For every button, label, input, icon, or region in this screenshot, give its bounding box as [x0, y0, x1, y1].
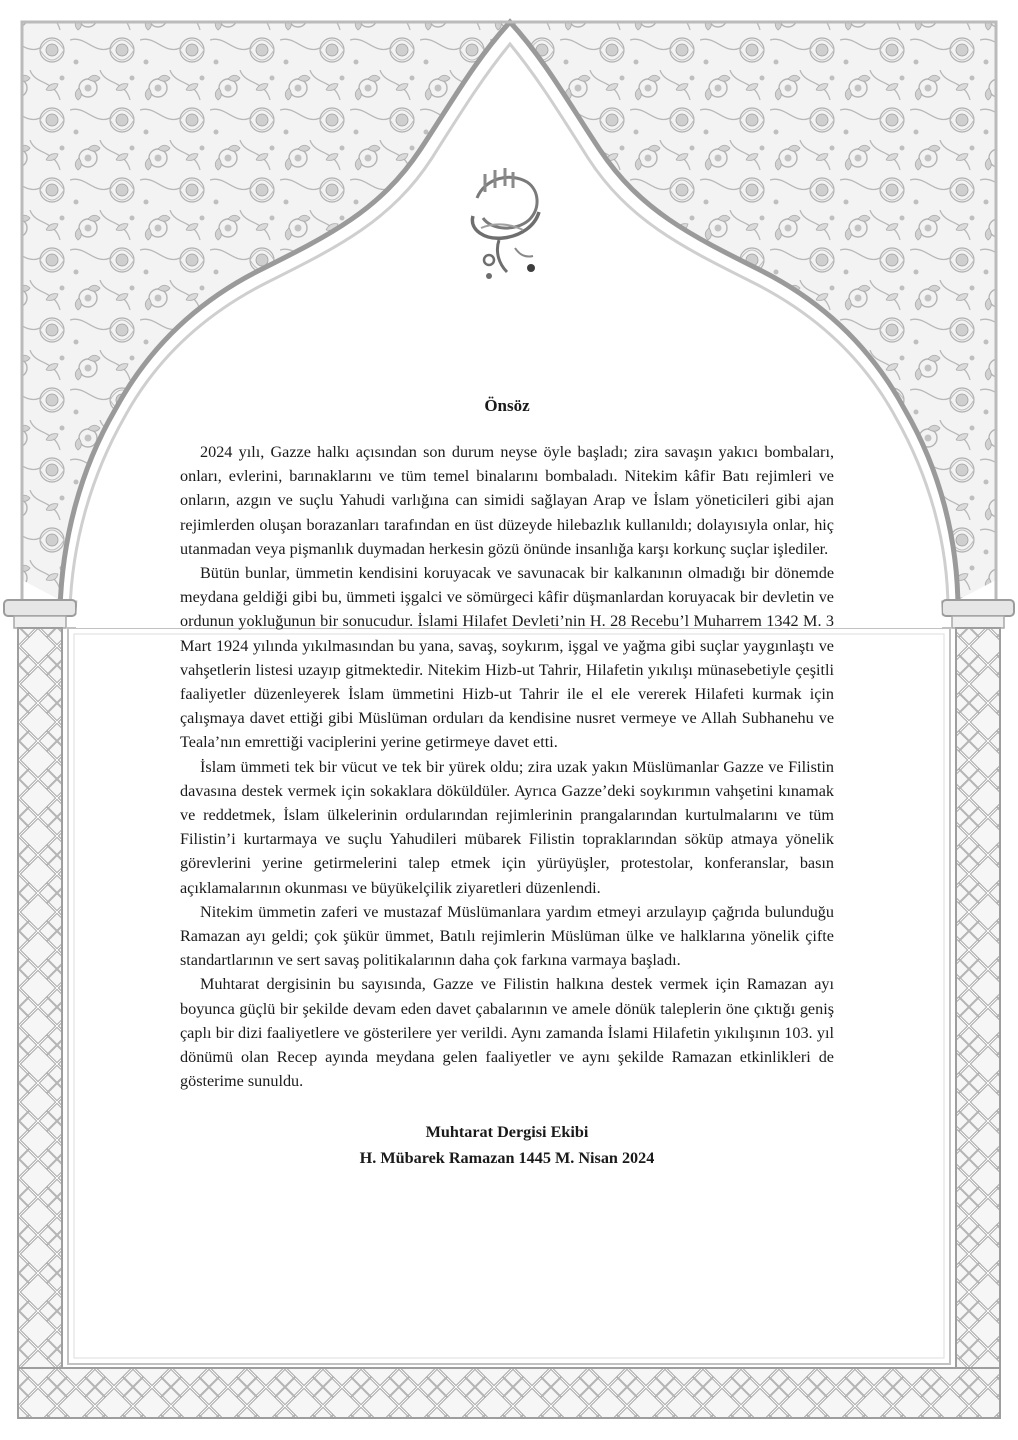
signature-author: Muhtarat Dergisi Ekibi — [425, 1123, 589, 1142]
paragraph-4: Nitekim ümmetin zaferi ve mustazaf Müslümanlara yardım etmeyi arzulayıp çağrıda bulunduğu Ramazan ayı geldi; çok şükür ümmet, Batılı rejimlerin Müslüman ülke ve halklarına yönelik çifte standartlarının ve sert savaş politikalarının daha çok farkına varmaya başladı. — [180, 902, 834, 970]
paragraph-5: Muhtarat dergisinin bu sayısında, Gazze ve Filistin halkına destek vermek için Ramazan ayı boyunca güçlü bir şekilde devam eden davet çabalarının ve amele dönük taleplerin öne çıktığı geniş çaplı bir dizi faaliyetlere ve gösterilere yer verildi. Aynı zamanda İslami Hilafetin yıkılışının 103. yıl dönümü olan Recep ayında meydana gelen faaliyetler ve aynı şekilde Ramazan etkinlikleri de gösterime sunuldu. — [180, 975, 834, 1091]
paragraph-3: İslam ümmeti tek bir vücut ve tek bir yürek oldu; zira uzak yakın Müslümanlar Gazze ve Filistin davasına destek vermek için sokaklara döküldüler. Ayrıca Gazze’deki soykırımın vahşetini kınamak ve reddetmek, İslam ülkelerinin ordularından rejimlerinin prangalarından kurtulmalarını ve tüm Filistin’i kurtarmaya ve suçlu Yahudileri mübarek Filistin topraklarından söküp atmaya yönelik görevlerini yerine getirmelerini talep etmek için yürüyüşler, protestolar, konferanslar, basın açıklamalarının okunması ve büyükelçilik ziyaretleri düzenlendi. — [180, 757, 834, 897]
paragraph-1: 2024 yılı, Gazze halkı açısından son durum neyse öyle başladı; zira savaşın yakıcı bombaları, onları, evlerini, barınaklarını ve tüm temel binalarını bombaladı. Nitekim kâfir Batı rejimleri ve onların, azgın ve suçlu Yahudi varlığına can simidi sağlayan Arap ve İslam yöneticileri gibi ajan rejimlerden oluşan borazanları tarafından en üst düzeyde hilebazlık kullanıldı; dolayısıyla onlar, hiç utanmadan veya pişmanlık duymadan herkesin gözü önünde insanlığa karşı korkunç suçlar işlediler. — [180, 443, 834, 558]
page-title: Önsöz — [484, 396, 530, 415]
signature-date: H. Mübarek Ramazan 1445 M. Nisan 2024 — [359, 1149, 655, 1168]
paragraph-2: Bütün bunlar, ümmetin kendisini koruyacak ve savunacak bir kalkanının olmadığı bir dönemde meydana geldiği gibi bu, ümmeti işgalci ve sömürgeci kâfir düşmanlardan koruyacak bir devletin ve ordunun yokluğunun bir sonucudur. İslami Hilafet Devleti’nin H. 28 Recebu’l Muharrem 1342 M. 3 Mart 1924 yılında yıkılmasından bu yana, savaş, soykırım, işgal ve yağma gibi suçlar yaygınlaştı ve vahşetlerin listesi uzayıp gitmektedir. Nitekim Hizb-ut Tahrir, Hilafetin yıkılışı münasebetiyle çeşitli faaliyetler düzenleyerek İslam ümmetini Hizb-ut Tahrir ile el ele vererek Hilafeti kurmak için çalışmaya davet ettiği gibi Müslüman orduları da kendisine nusret vermeye ve Allah Subhanehu ve Teala’nın emrettiği vaciplerini yerine getirmeye davet etti. — [180, 564, 834, 752]
signature — [180, 1119, 834, 1171]
document-body — [180, 396, 834, 1171]
calligraphy-basmala-icon — [455, 168, 555, 286]
